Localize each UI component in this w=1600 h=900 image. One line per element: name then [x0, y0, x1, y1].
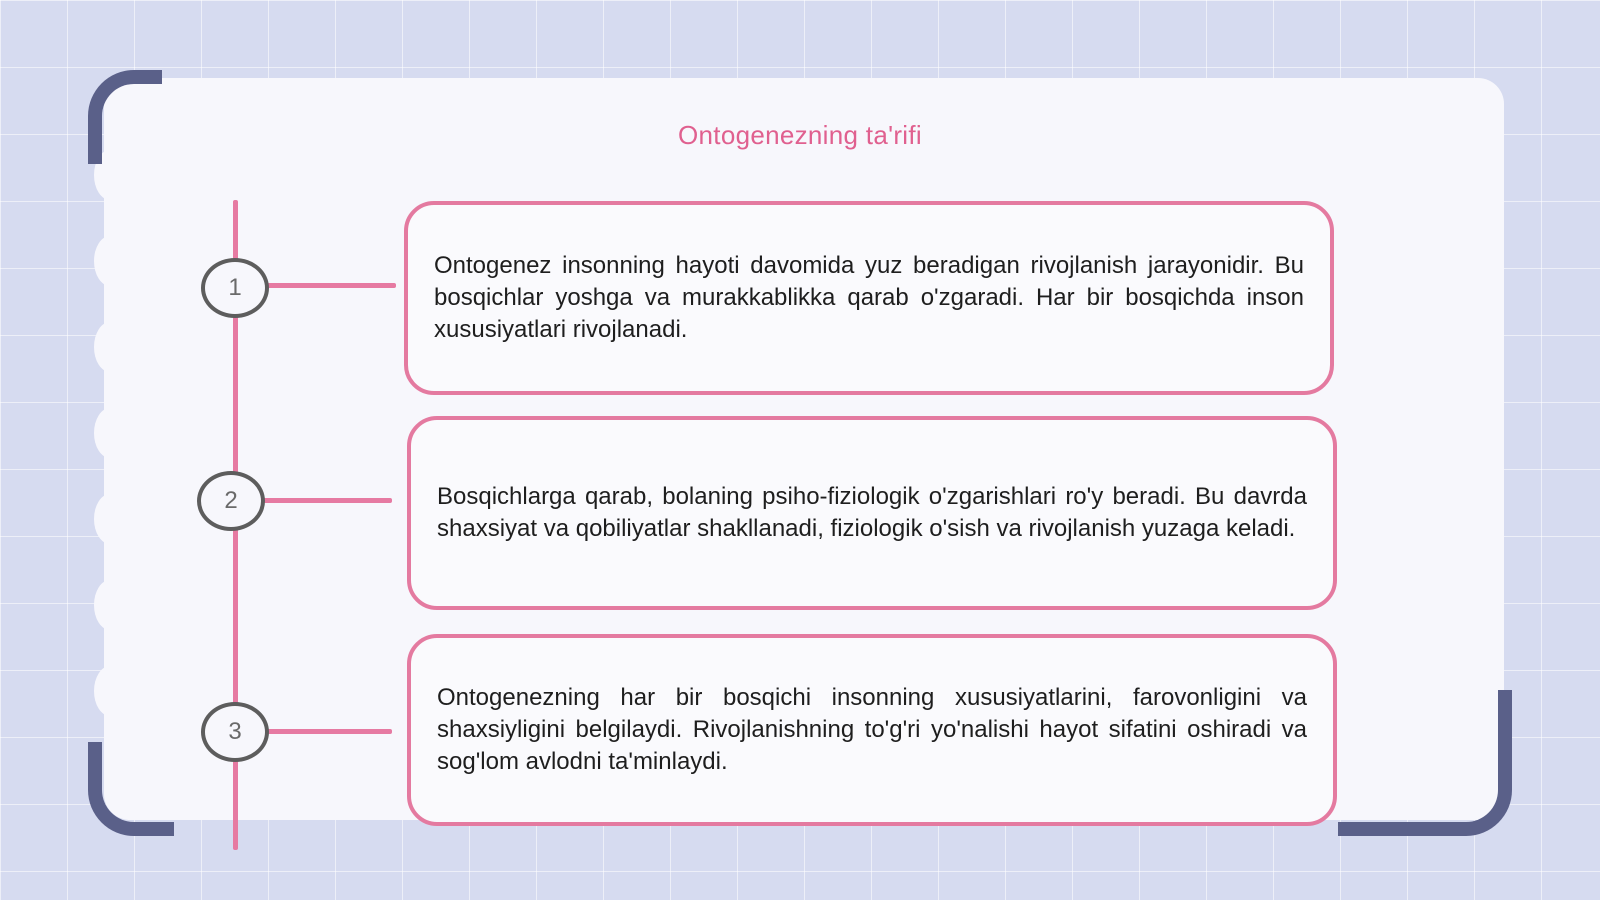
notebook-scallop: [94, 580, 126, 630]
step-description: Ontogenez insonning hayoti davomida yuz beradigan rivojlanish jarayonidir. Bu bosqichlar yoshga va murakkablikka qarab o'zgaradi. Har bir bosqichda inson xususiyatlari rivojlanadi.: [434, 252, 1304, 343]
notebook-scallop: [94, 408, 126, 458]
step-number-badge: 1: [201, 258, 269, 318]
step-number-badge: 2: [197, 471, 265, 531]
corner-bracket-bottom-left: [88, 742, 174, 836]
notebook-scallop: [94, 666, 126, 716]
notebook-scallop: [94, 236, 126, 286]
step-connector: [266, 283, 396, 288]
notebook-scallop: [94, 494, 126, 544]
step-number-badge: 3: [201, 702, 269, 762]
step-connector: [262, 498, 392, 503]
step-text-box: [407, 634, 1337, 826]
step-connector: [266, 729, 392, 734]
notebook-scallop: [94, 322, 126, 372]
step-description: Ontogenezning har bir bosqichi insonning xususiyatlarini, farovonligini va shaxsiyligini belgilaydi. Rivojlanishning to'g'ri yo'nalishi hayot sifatini oshiradi va sog'lom avlodni ta'minlaydi.: [437, 684, 1307, 775]
slide-title: Ontogenezning ta'rifi: [678, 120, 922, 150]
step-text-box: [404, 201, 1334, 395]
corner-bracket-bottom-right: [1338, 690, 1512, 836]
step-description: Bosqichlarga qarab, bolaning psiho-fiziologik o'zgarishlari ro'y beradi. Bu davrda shaxsiyat va qobiliyatlar shakllanadi, fiziologik o'sish va rivojlanish yuzaga keladi.: [437, 483, 1307, 542]
step-text-box: [407, 416, 1337, 610]
